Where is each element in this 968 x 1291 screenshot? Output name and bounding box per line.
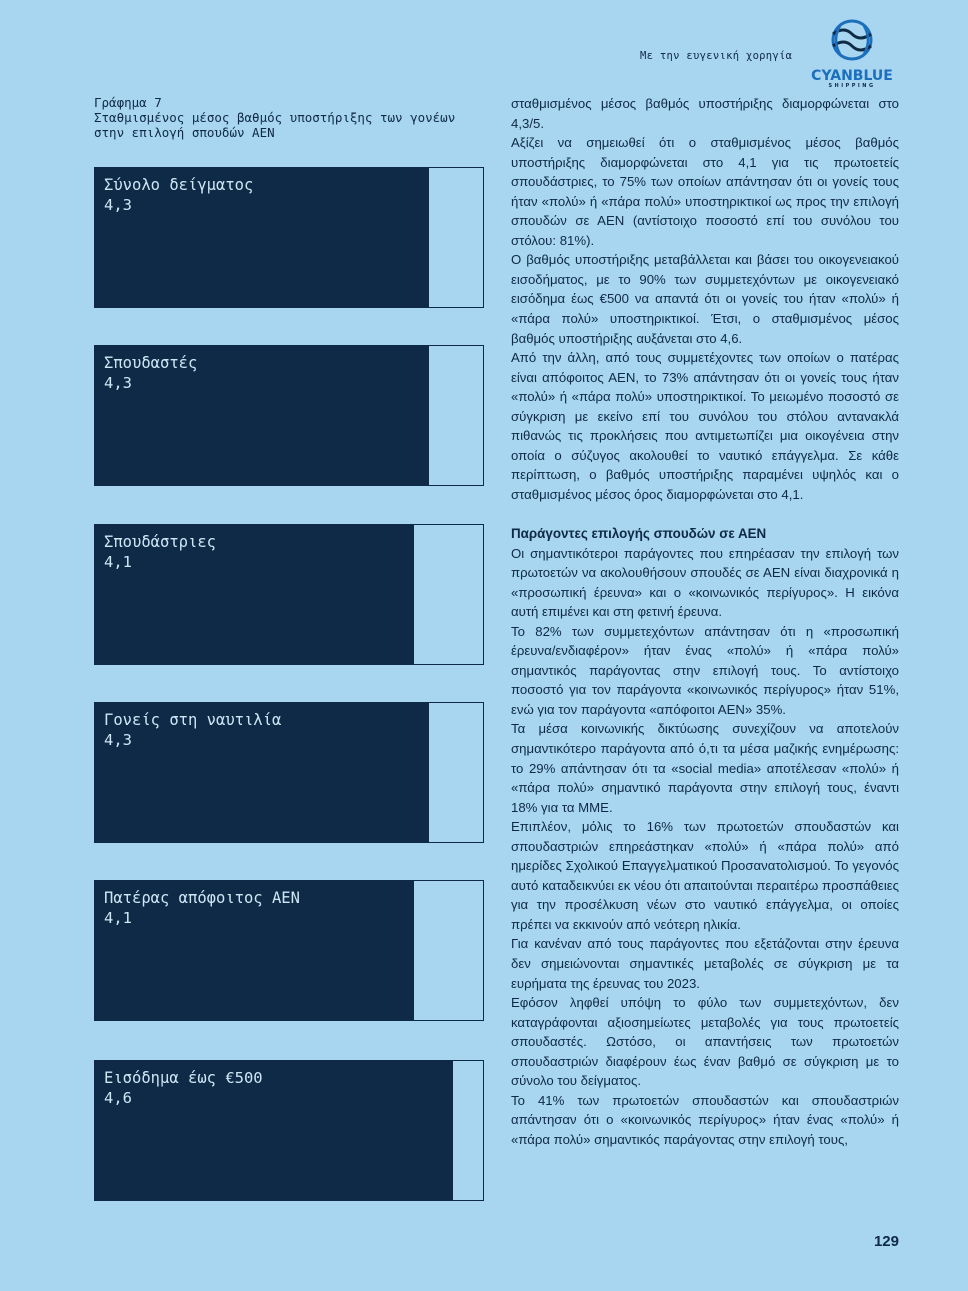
chart-title-line-1: Σταθμισμένος μέσος βαθμός υποστήριξης των γονέων [94,110,456,125]
bar-category-label: Σπουδάστριες [104,533,216,551]
bar-category-label: Γονείς στη ναυτιλία [104,711,282,729]
bar-row [94,345,484,486]
chart-caption [94,95,494,140]
paragraph: Εφόσον ληφθεί υπόψη το φύλο των συμμετεχόντων, δεν καταγράφονται αξιοσημείωτες μεταβολές για τους πρωτοετείς σπουδαστές. Ωστόσο, οι απαντήσεις των πρωτοετών σπουδαστριών διαφέρουν έως έναν βαθμό σε σύγκριση με το σύνολο του δείγματος. [511,995,899,1089]
bar-value-label: 4,6 [104,1089,132,1107]
paragraph: Το 82% των συμμετεχόντων απάντησαν ότι η «προσωπική έρευνα/ενδιαφέρον» ήταν ένας «πολύ» ή «πάρα πολύ» σημαντικός παράγοντας στην επιλογή τους. Το αντίστοιχο ποσοστό για τον παράγοντα «κοινωνικός περίγυρος» ήταν 51%, ενώ για τον παράγοντα «απόφοιτοι ΑΕΝ» 35%. [511,623,899,717]
bar-category-label: Πατέρας απόφοιτος ΑΕΝ [104,889,300,907]
sponsor-text: Με την ευγενική χορηγία [640,50,793,62]
logo-wordmark: CYANBLUE [811,68,893,84]
globe-logo-icon [800,18,904,68]
bar-row [94,880,484,1021]
paragraph: Για κανέναν από τους παράγοντες που εξετάζονται στην έρευνα δεν σημειώνονται σημαντικές μεταβολές σε σύγκριση με τα ευρήματα της έρευνας του 2023. [511,936,899,991]
paragraph: Τα μέσα κοινωνικής δικτύωσης συνεχίζουν να αποτελούν σημαντικότερο παράγοντα από ό,τι τα μέσα μαζικής ενημέρωσης: το 29% απάντησαν ότι τα «social media» αποτέλεσαν «πολύ» ή «πάρα πολύ» σημαντικό παράγοντα στην επιλογή τους, έναντι 18% για τα ΜΜΕ. [511,721,899,815]
bar-value-label: 4,1 [104,909,132,927]
bar-row [94,702,484,843]
bar-row [94,524,484,665]
paragraph: σταθμισμένος μέσος βαθμός υποστήριξης διαμορφώνεται στο 4,3/5. [511,96,899,131]
page-number: 129 [873,1233,899,1250]
section-heading: Παράγοντες επιλογής σπουδών σε ΑΕΝ [511,525,767,541]
sponsor-logo [800,18,910,90]
bar-value-label: 4,3 [104,731,132,749]
bar-category-label: Εισόδημα έως €500 [104,1069,263,1087]
chart-title-line-2: στην επιλογή σπουδών ΑΕΝ [94,125,275,140]
paragraph: Οι σημαντικότεροι παράγοντες που επηρέασαν την επιλογή των πρωτοετών να ακολουθήσουν σπουδές σε ΑΕΝ είναι διαχρονικά η «προσωπική έρευνα» και ο «κοινωνικός περίγυρος». Η εικόνα αυτή επιμένει και στη φετινή έρευνα. [511,545,899,620]
bar-label [104,175,253,215]
bar-label [104,710,281,750]
bar-value-label: 4,1 [104,553,132,571]
body-text-column [511,94,899,1149]
bar-label [104,353,197,393]
bar-label [104,888,300,928]
paragraph: Το 41% των πρωτοετών σπουδαστών και σπουδαστριών απάντησαν ότι ο «κοινωνικός περίγυρος» ήταν ένας «πολύ» ή «πάρα πολύ» σημαντικός παράγοντας στην επιλογή τους, [511,1092,899,1147]
logo-subtitle: SHIPPING [828,83,876,89]
bar-category-label: Σύνολο δείγματος [104,176,254,194]
bar-label [104,532,216,572]
bar-label [104,1068,263,1108]
paragraph: Επιπλέον, μόλις το 16% των πρωτοετών σπουδαστών και σπουδαστριών επηρεάστηκαν «πολύ» ή «πάρα πολύ» από ημερίδες Σχολικού Επαγγελματικού Προσανατολισμού. Το γεγονός αυτό καταδεικνύει εκ νέου ότι απαιτούνται περαιτέρω προσπάθειες για την προσέλκυση νέων στο ναυτικό επάγγελμα, οι οποίες πρέπει να εκκινούν από νεότερη ηλικία. [511,819,899,932]
paragraph: Ο βαθμός υποστήριξης μεταβάλλεται και βάσει του οικογενειακού εισοδήματος, με το 90% των συμμετεχόντων με οικογενειακό εισόδημα έως €500 να απαντά ότι οι γονείς του ήταν «πολύ» ή «πάρα πολύ» υποστηρικτικοί. Έτσι, ο σταθμισμένος μέσος βαθμός υποστήριξης αυξάνεται στο 4,6. [511,252,899,346]
bar-category-label: Σπουδαστές [104,354,198,372]
bar-value-label: 4,3 [104,196,132,214]
paragraph: Αξίζει να σημειωθεί ότι ο σταθμισμένος μέσος βαθμός υποστήριξης διαμορφώνεται στο 4,1 για τις πρωτοετείς σπουδάστριες, το 75% των οποίων απάντησαν ότι οι γονείς τους ήταν «πολύ» ή «πάρα πολύ» υποστηρικτικοί ως προς την επιλογή σπουδών σε ΑΕΝ (αντίστοιχο ποσοστό επί του συνόλου του στόλου: 81%). [511,135,899,248]
paragraph: Από την άλλη, από τους συμμετέχοντες των οποίων ο πατέρας είναι απόφοιτος ΑΕΝ, το 73% απάντησαν ότι οι γονείς τους ήταν «πολύ» ή «πάρα πολύ» υποστηρικτικοί. Το μειωμένο ποσοστό σε σύγκριση με εκείνο επί του συνόλου του στόλου αντανακλά πιθανώς τις προκλήσεις που αντιμετωπίζει μια οικογένεια στην οποία ο σύζυγος ακολουθεί το ναυτικό επάγγελμα. Σε κάθε περίπτωση, ο βαθμός υποστήριξης παραμένει υψηλός και ο σταθμισμένος μέσος όρος διαμορφώνεται στο 4,1. [511,350,899,502]
chart-label: Γράφημα 7 [94,95,162,110]
bar-value-label: 4,3 [104,374,132,392]
bar-row [94,167,484,308]
bar-row [94,1060,484,1201]
